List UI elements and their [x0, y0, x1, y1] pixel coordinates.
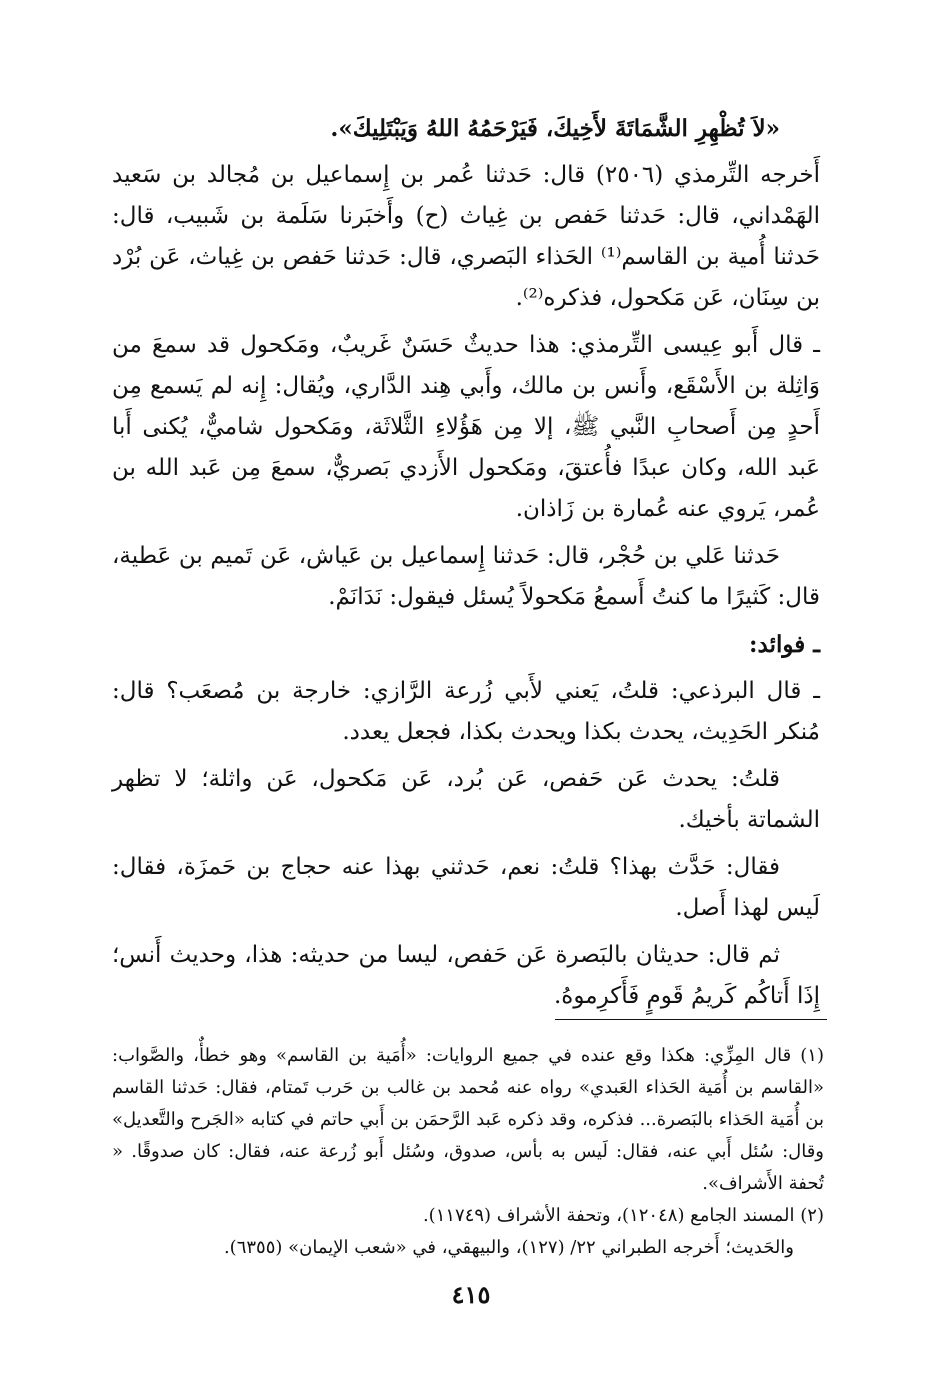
tirmidhi-comment-paragraph: ـ قال أَبو عِيسى التِّرمذي: هذا حديثٌ حَسَنٌ غَريبٌ، ومَكحول قد سمعَ من وَاثِلة بن الأَسْقَع، وأَنس بن مالك، وأَبي هِند الدَّاري، ويُقال: إِنه لم يَسمع مِن أَحدٍ مِن أَصحابِ النَّبي ﷺ، إلا مِن هَؤُلاءِ الثَّلاثَة، ومَكحول شاميٌّ، يُكنى أَبا عَبد الله، وكان عبدًا فأُعتقَ، ومَكحول الأَزدي بَصريٌّ، سمعَ مِن عَبد الله بن عُمر، يَروي عنه عُمارة بن زَاذان.: [112, 332, 820, 522]
footnote-2-continuation: والحَديث؛ أَخرجه الطبراني ٢٢/ (١٢٧)، والبيهقي، في «شعب الإيمان» (٦٣٥٥).: [223, 1237, 794, 1258]
hadith-quote: «لاَ تُظْهِرِ الشَّمَاتَةَ لأَخِيكَ، فَيَرْحَمُهُ اللهُ وَيَبْتَلِيكَ».: [330, 115, 780, 142]
thumma-qal-paragraph: ثم قال: حديثان بالبَصرة عَن حَفص، ليسا من حديثه: هذا، وحديث أَنس؛ إِذَا أَتاكُم كَريمُ قَومٍ فَأَكرِموهُ.: [112, 942, 820, 1009]
footnote-2: (٢) المسند الجامع (١٢٠٤٨)، وتحفة الأشراف (١١٧٤٩).: [422, 1205, 824, 1226]
makhul-report-paragraph: حَدثنا عَلي بن حُجْر، قال: حَدثنا إِسماعيل بن عَياش، عَن تَميم بن عَطية، قال: كَثيرًا ما كنتُ أَسمعُ مَكحولاً يُسئل فيقول: نَدَانَمْ.: [112, 543, 820, 610]
faqal-paragraph: فقال: حَدَّث بهذا؟ قلتُ: نعم، حَدثني بهذا عنه حجاج بن حَمزَة، فقال: لَيس لهذا أَصل.: [112, 854, 820, 921]
takhrij-paragraph: أَخرجه التِّرمذي (٢٥٠٦) قال: حَدثنا عُمر بن إِسماعيل بن مُجالد بن سَعيد الهَمْداني، قال: حَدثنا حَفص بن غِياث (ح) وأَخبَرنا سَلَمة بن شَبيب، قال: حَدثنا أُمية بن القاسم⁽¹⁾ الحَذاء البَصري، قال: حَدثنا حَفص بن غِياث، عَن بُرْد بن سِنَان، عَن مَكحول، فذكره⁽²⁾.: [112, 162, 821, 311]
main-text: [112, 108, 820, 1023]
fawaid-heading: ـ فوائد:: [749, 631, 820, 658]
footnotes: [112, 1040, 824, 1264]
footnote-divider: [555, 1019, 827, 1020]
qultu-paragraph: قلتُ: يحدث عَن حَفص، عَن بُرد، عَن مَكحول، عَن واثلة؛ لا تظهر الشماتة بأخيك.: [112, 766, 820, 833]
page-number: ٤١٥: [451, 1280, 491, 1309]
footnote-1: (١) قال المِزِّي: هكذا وقع عنده في جميع الروايات: «أُمَية بن القاسم» وهو خطأٌ، والصَّواب: «القاسم بن أُمَية الحَذاء العَبدي» رواه عنه مُحمد بن غالب بن حَرب تَمتام، فقال: حَدثنا القاسم بن أُمَية الحَذاء بالبَصرة... فذكره، وقد ذكره عَبد الرَّحمَن بن أَبي حاتم في كتابه «الجَرح والتَّعديل» وقال: سُئل أَبي عنه، فقال: لَيس به بأس، صدوق، وسُئل أَبو زُرعة عنه، فقال: كان صدوقًا. « تُحفة الأَشراف».: [112, 1045, 824, 1194]
bardhai-paragraph: ـ قال البرذعي: قلتُ، يَعني لأَبي زُرعة الرَّازي: خارجة بن مُصعَب؟ قال: مُنكر الحَدِيث، يحدث بكذا ويحدث بكذا، فجعل يعدد.: [112, 678, 820, 745]
